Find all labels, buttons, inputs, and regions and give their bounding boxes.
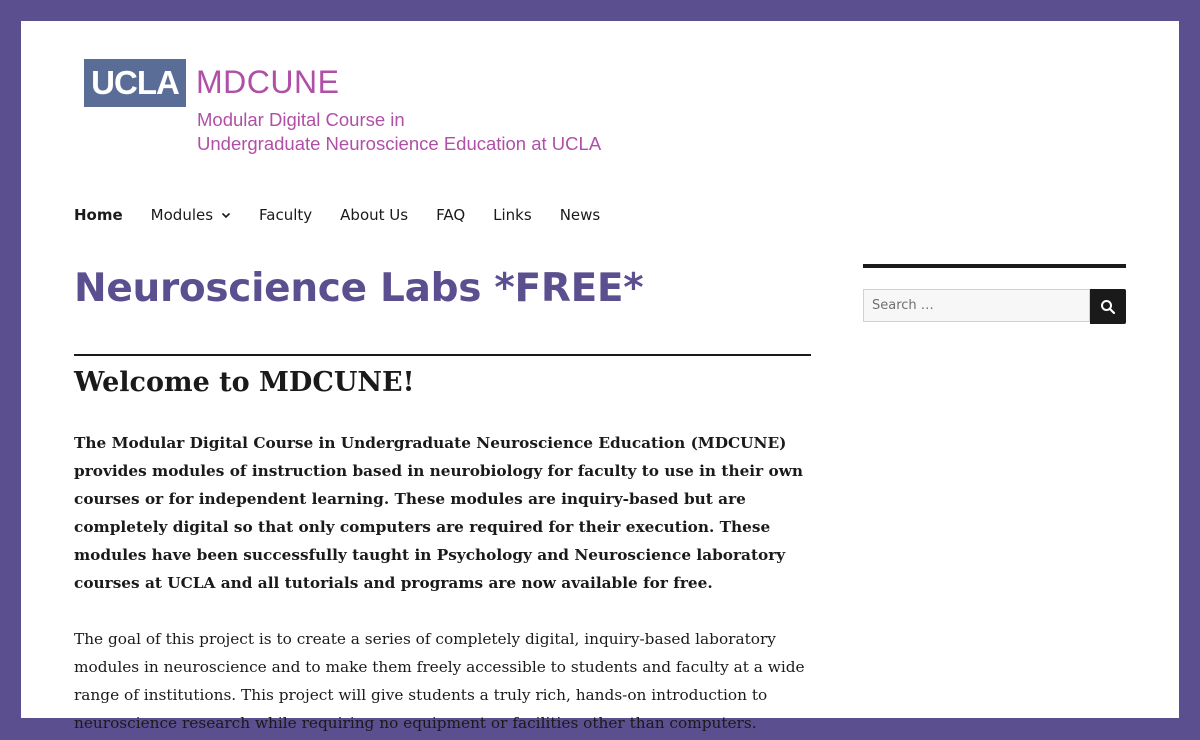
page-title: Neuroscience Labs *FREE* [74, 266, 644, 311]
logo-subtitle-line1: Modular Digital Course in [197, 109, 405, 130]
content-divider [74, 354, 811, 356]
page-container [21, 21, 1179, 732]
search-button[interactable] [1090, 289, 1126, 324]
sidebar-divider [863, 264, 1126, 268]
logo-title: MDCUNE [196, 64, 340, 100]
nav-item-modules[interactable] [151, 206, 231, 224]
site-logo[interactable] [84, 58, 624, 158]
logo-ucla-badge: UCLA [84, 59, 186, 107]
main-navigation [74, 202, 628, 228]
nav-item-about-us[interactable]: About Us [340, 206, 409, 224]
search-input[interactable] [863, 289, 1090, 322]
search-icon [1100, 299, 1116, 315]
nav-item-home[interactable]: Home [74, 206, 123, 224]
nav-item-news[interactable]: News [559, 206, 601, 224]
nav-item-faq[interactable]: FAQ [436, 206, 466, 224]
nav-item-links[interactable]: Links [493, 206, 532, 224]
nav-item-modules-label: Modules [150, 206, 214, 224]
chevron-down-icon [221, 210, 231, 220]
logo-subtitle [197, 108, 601, 156]
logo-subtitle-line2: Undergraduate Neuroscience Education at UCLA [197, 133, 602, 154]
nav-item-faculty[interactable]: Faculty [259, 206, 313, 224]
intro-paragraph: The Modular Digital Course in Undergraduate Neuroscience Education (MDCUNE) provides modules of instruction based in neurobiology for faculty to use in their own courses or for independent learning. These modules are inquiry-based but are completely digital so that only computers are required for their execution. These modules have been successfully taught in Psychology and Neuroscience laboratory courses at UCLA and all tutorials and programs are now available for free. [74, 434, 803, 592]
goal-paragraph: The goal of this project is to create a series of completely digital, inquiry-based laboratory modules in neuroscience and to make them freely accessible to students and faculty at a wide range of institutions. This project will give students a truly rich, hands-on introduction to neuroscience research while requiring no equipment or facilities other than computers. [74, 630, 805, 732]
section-heading: Welcome to MDCUNE! [74, 367, 415, 398]
